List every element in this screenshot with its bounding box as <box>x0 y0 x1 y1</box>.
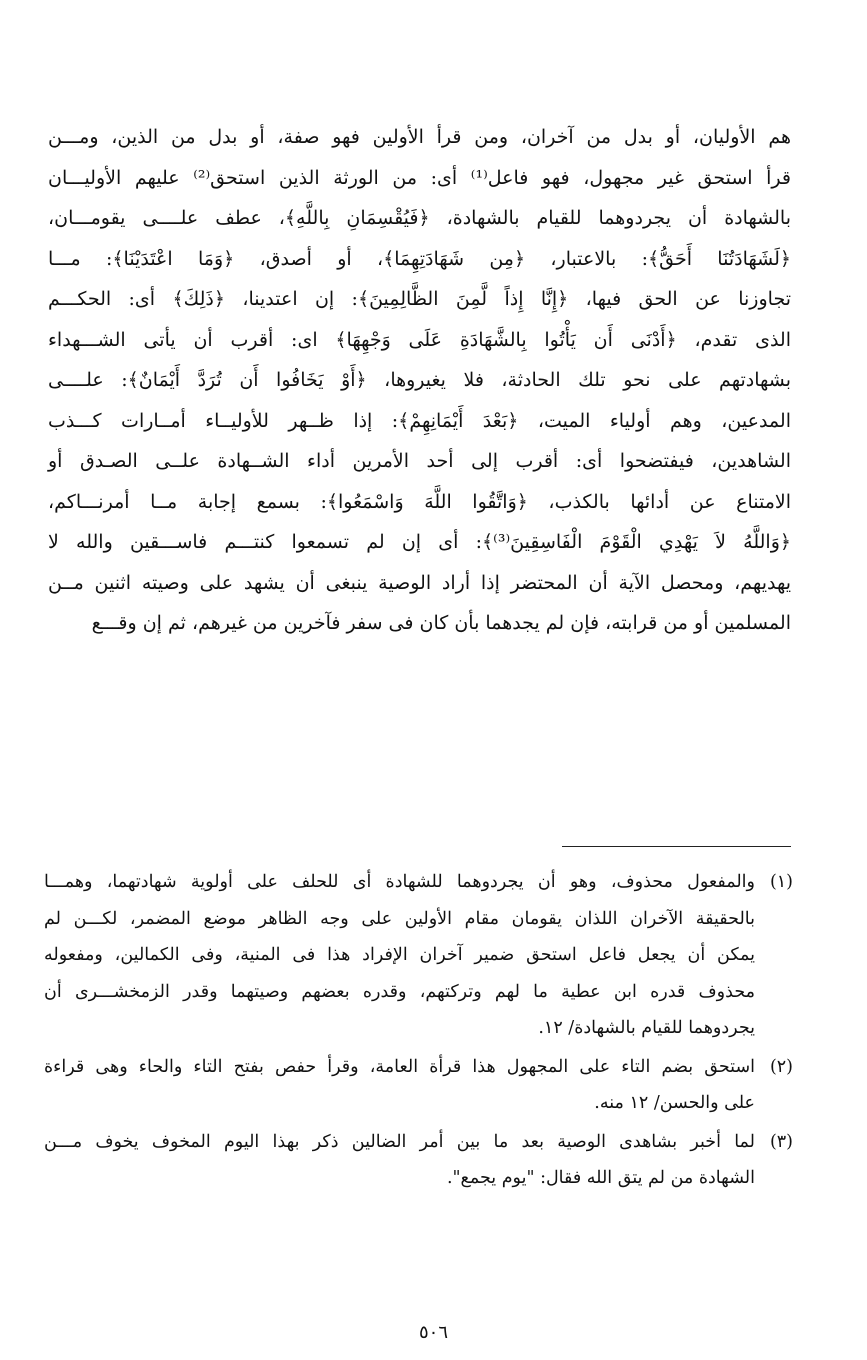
text-line: يهديهم، ومحصل الآية أن المحتضر إذا أراد الوصية ينبغى أن يشهد على وصيته اثنين مــن <box>48 571 791 594</box>
text-line: قرأ استحق غير مجهول، فهو فاعل⁽¹⁾ أى: من الورثة الذين استحق⁽²⁾ عليهم الأوليـــان <box>48 166 791 189</box>
footnote-line: محذوف قدره ابن عطية ما لهم وتركتهم، وقدره بعضهم وصيتهما وقدر الزمخشـــرى أن <box>44 981 755 1002</box>
footnote-number: (١) <box>769 872 793 892</box>
text-line: الامتناع عن أدائها بالكذب، ﴿وَاتَّقُوا اللَّهَ وَاسْمَعُوا﴾: بسمع إجابة مــا أمرنـــاكم، <box>48 490 791 513</box>
text-line: ﴿لَشَهَادَتُنَا أَحَقُّ﴾: بالاعتبار، ﴿مِن شَهَادَتِهِمَا﴾، أو أصدق، ﴿وَمَا اعْتَدَيْنَا﴾: مـــا <box>48 247 791 270</box>
text-line: بشهادتهم على نحو تلك الحادثة، فلا يغيروها، ﴿أَوْ يَخَافُوا أَن تُرَدَّ أَيْمَانٌ﴾: علــــى <box>48 369 791 391</box>
text-line: الذى تقدم، ﴿أَدْنَى أَن يَأْتُوا بِالشَّهَادَةِ عَلَى وَجْهِهَا﴾ اى: أقرب أن يأتى الشـــهداء <box>48 328 791 351</box>
text-line: المسلمين أو من قرابته، فإن لم يجدهما بأن كان فى سفر فآخرين من غيرهم، ثم إن وقـــع <box>91 612 791 634</box>
text-line: بالشهادة أن يجردوهما للقيام بالشهادة، ﴿فَيُقْسِمَانِ بِاللَّهِ﴾، عطف علــــى يقومـــان، <box>48 207 791 229</box>
footnote-line: (١)والمفعول محذوف، وهو أن يجردوهما للشهادة أى للحلف على أولوية شهادتهما، وهمـــا <box>44 864 793 901</box>
page-number: ٥٠٦ <box>418 1322 448 1343</box>
text-line: تجاوزنا عن الحق فيها، ﴿إِنَّا إِذاً لَّمِنَ الظَّالِمِينَ﴾: إن اعتدينا، ﴿ذَلِكَ﴾ أى: الحكـــم <box>48 288 791 310</box>
footnote-separator <box>562 846 791 847</box>
footnote-line: يجردوهما للقيام بالشهادة/ ١٢. <box>538 1018 755 1038</box>
footnote-line: بالحقيقة الآخران اللذان يقومان مقام الأولين على وجه الظاهر موضع المضمر، لكـــن لم <box>44 908 755 929</box>
footnote-number: (٢) <box>769 1056 793 1077</box>
main-text <box>48 117 791 644</box>
footnote-line: الشهادة من لم يتق الله فقال: "يوم يجمع". <box>446 1168 755 1188</box>
footnote-1 <box>44 864 793 1047</box>
footnote-2 <box>44 1049 793 1122</box>
footnote-line: على والحسن/ ١٢ منه. <box>594 1093 755 1113</box>
footnotes <box>44 864 793 1199</box>
footnote-3 <box>44 1124 793 1197</box>
text-line: الشاهدين، فيفتضحوا أى: أقرب إلى أحد الأمرين أداء الشــهادة علــى الصـدق أو <box>48 450 791 472</box>
text-line: المدعين، وهم أولياء الميت، ﴿بَعْدَ أَيْمَانِهِمْ﴾: إذا ظــهر للأوليــاء أمــارات كـــذب <box>48 409 791 432</box>
footnote-line: (٣)لما أخبر بشاهدى الوصية بعد ما بين أمر الضالين ذكر بهذا اليوم المخوف يخوف مـــن <box>44 1124 793 1161</box>
text-line: هم الأوليان، أو بدل من آخران، ومن قرأ الأولين فهو صفة، أو بدل من الذين، ومـــن <box>48 126 791 148</box>
footnote-line: يمكن أن يجعل فاعل استحق ضمير آخران الإفراد هذا فى المنية، وفى الكمالين، ومفعوله <box>44 945 755 965</box>
footnote-line: (٢)استحق بضم التاء على المجهول هذا قرأة العامة، وقرأ حفص بفتح التاء والحاء وهى قراءة <box>44 1049 793 1086</box>
footnote-number: (٣) <box>769 1131 793 1152</box>
text-line: ﴿وَاللَّهُ لاَ يَهْدِي الْقَوْمَ الْفَاسِقِينَ⁽³⁾﴾: أى إن لم تسمعوا كنتـــم فاســـقين والله لا <box>48 531 792 553</box>
